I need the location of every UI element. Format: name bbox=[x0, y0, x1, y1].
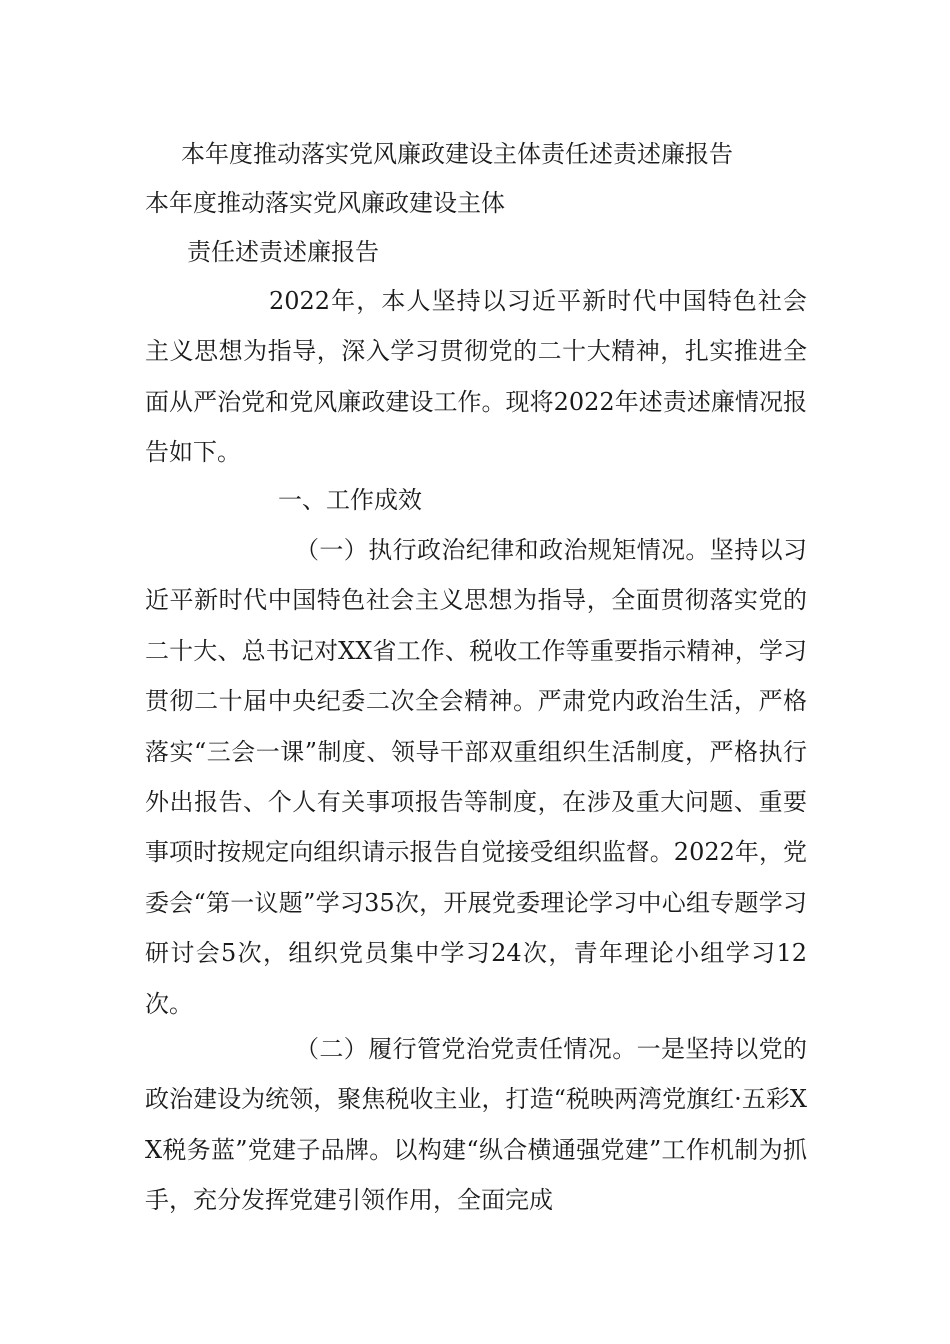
subsection-1-paragraph: （一）执行政治纪律和政治规矩情况。坚持以习近平新时代中国特色社会主义思想为指导，全面贯彻落实党的二十大、总书记对XX省工作、税收工作等重要指示精神，学习贯彻二十届中央纪委二次全会精神。严肃党内政治生活，严格落实“三会一课”制度、领导干部双重组织生活制度，严格执行外出报告、个人有关事项报告等制度，在涉及重大问题、重要事项时按规定向组织请示报告自觉接受组织监督。2022年，党委会“第一议题”学习35次，开展党委理论学习中心组专题学习研讨会5次，组织党员集中学习24次，青年理论小组学习12次。 bbox=[145, 536, 807, 1018]
section-heading-work-results: 一、工作成效 bbox=[278, 486, 422, 514]
intro-paragraph: 2022年，本人坚持以习近平新时代中国特色社会主义思想为指导，深入学习贯彻党的二十大精神，扎实推进全面从严治党和党风廉政建设工作。现将2022年述责述廉情况报告如下。 bbox=[145, 287, 807, 467]
document-title-line-1: 本年度推动落实党风廉政建设主体 bbox=[145, 189, 505, 217]
document-header-title: 本年度推动落实党风廉政建设主体责任述责述廉报告 bbox=[181, 140, 733, 168]
subsection-2-paragraph: （二）履行管党治党责任情况。一是坚持以党的政治建设为统领，聚焦税收主业，打造“税映两湾党旗红·五彩XX税务蓝”党建子品牌。以构建“纵合横通强党建”工作机制为抓手，充分发挥党建引领作用，全面完成 bbox=[145, 1035, 807, 1215]
document-title-line-2: 责任述责述廉报告 bbox=[187, 238, 379, 266]
